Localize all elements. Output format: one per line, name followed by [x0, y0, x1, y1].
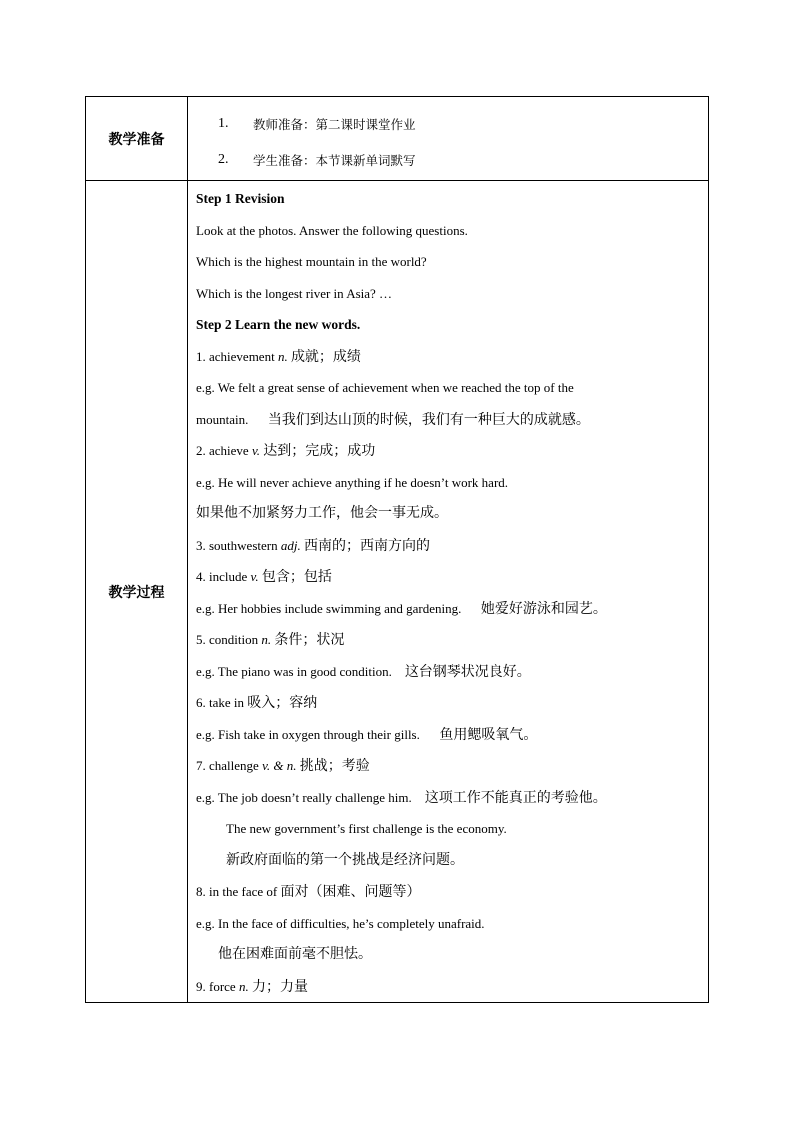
vocab-entry: [196, 530, 708, 562]
vocab-word: 6. take in: [196, 695, 248, 710]
instruction-line: Look at the photos. Answer the following questions.: [196, 222, 468, 238]
prep-label: 教学准备: [86, 97, 188, 181]
example-translation: 鱼用鳃吸氧气。: [439, 726, 538, 743]
example-en: e.g. The piano was in good condition.: [196, 663, 392, 679]
vocab-word: 5. condition: [196, 632, 262, 647]
vocab-meaning: 西南的；西南方向的: [303, 537, 430, 554]
vocab-entry: [196, 561, 708, 593]
process-content: [188, 181, 709, 1003]
example-translation: 这项工作不能真正的考验他。: [424, 789, 607, 806]
vocab-pos: n.: [261, 632, 272, 647]
example-translation: 他在困难面前毫不胆怯。: [218, 946, 372, 962]
process-row: [86, 181, 709, 1003]
vocab-entry: [196, 971, 708, 1003]
example-translation: 这台钢琴状况良好。: [404, 663, 531, 680]
vocab-meaning: 挑战；考验: [299, 758, 370, 774]
vocab-word: 7. challenge: [196, 758, 263, 773]
example-line: [196, 656, 708, 688]
vocab-meaning: 条件；状况: [274, 632, 345, 648]
example-line: [196, 404, 708, 436]
vocab-entry: [196, 687, 708, 719]
prep-content: [188, 97, 709, 181]
example-en: e.g. The job doesn’t really challenge him.: [196, 789, 412, 805]
vocab-word: 1. achievement: [196, 348, 278, 364]
vocab-meaning: 吸入；容纳: [247, 695, 318, 711]
example-line: [196, 593, 708, 625]
example-translation: 她爱好游泳和园艺。: [480, 600, 607, 617]
example-translation: 如果他不加紧努力工作，他会一事无成。: [196, 505, 448, 521]
example-translation: 当我们到达山顶的时候，我们有一种巨大的成就感。: [267, 411, 590, 428]
example-en: e.g. Fish take in oxygen through their gills.: [196, 726, 420, 742]
vocab-word: 8. in the face of: [196, 884, 281, 899]
vocab-entry: [196, 750, 708, 782]
example-en: e.g. Her hobbies include swimming and gardening.: [196, 600, 462, 616]
prep-item-number: 1.: [218, 116, 229, 131]
prep-item-text: 学生准备：本节课新单词默写: [253, 153, 416, 168]
prep-item: [218, 142, 708, 178]
question-line: Which is the longest river in Asia? …: [196, 285, 393, 301]
vocab-meaning: 力；力量: [251, 978, 308, 995]
example-line: [196, 719, 708, 751]
prep-item: [218, 106, 708, 142]
example-line: e.g. We felt a great sense of achievement when we reached the top of the: [196, 380, 574, 395]
vocab-meaning: 成就；成绩: [290, 348, 361, 365]
example-en: mountain.: [196, 411, 249, 427]
step-heading: Step 1 Revision: [196, 191, 285, 206]
step-heading: Step 2 Learn the new words.: [196, 317, 361, 332]
vocab-entry: [196, 341, 708, 373]
prep-row: [86, 97, 709, 181]
vocab-meaning: 包含；包括: [261, 569, 332, 585]
vocab-pos: n.: [277, 348, 288, 364]
question-line: Which is the highest mountain in the world?: [196, 254, 427, 269]
example-line: [196, 782, 708, 814]
example-line: The new government’s first challenge is the economy.: [226, 821, 507, 836]
example-line: e.g. In the face of difficulties, he’s completely unafraid.: [196, 915, 485, 931]
vocab-pos: v.: [251, 443, 261, 458]
vocab-meaning: 达到；完成；成功: [263, 443, 376, 459]
vocab-pos: n.: [238, 978, 249, 994]
lesson-plan-table: [85, 96, 709, 1003]
prep-item-number: 2.: [218, 152, 229, 167]
vocab-pos: v.: [250, 569, 259, 584]
vocab-pos: v. & n.: [262, 758, 297, 773]
vocab-word: 4. include: [196, 569, 251, 584]
vocab-meaning: 面对（困难、问题等）: [280, 884, 421, 900]
vocab-word: 2. achieve: [196, 443, 252, 458]
vocab-entry: [196, 435, 708, 467]
prep-item-text: 教师准备：第二课时课堂作业: [253, 117, 416, 132]
example-translation: 新政府面临的第一个挑战是经济问题。: [226, 851, 464, 868]
vocab-entry: [196, 624, 708, 656]
process-label: 教学过程: [86, 181, 188, 1003]
vocab-word: 9. force: [196, 978, 239, 994]
example-line: e.g. He will never achieve anything if he doesn’t work hard.: [196, 474, 509, 490]
vocab-pos: adj.: [280, 537, 301, 553]
vocab-word: 3. southwestern: [196, 537, 281, 553]
vocab-entry: [196, 876, 708, 908]
